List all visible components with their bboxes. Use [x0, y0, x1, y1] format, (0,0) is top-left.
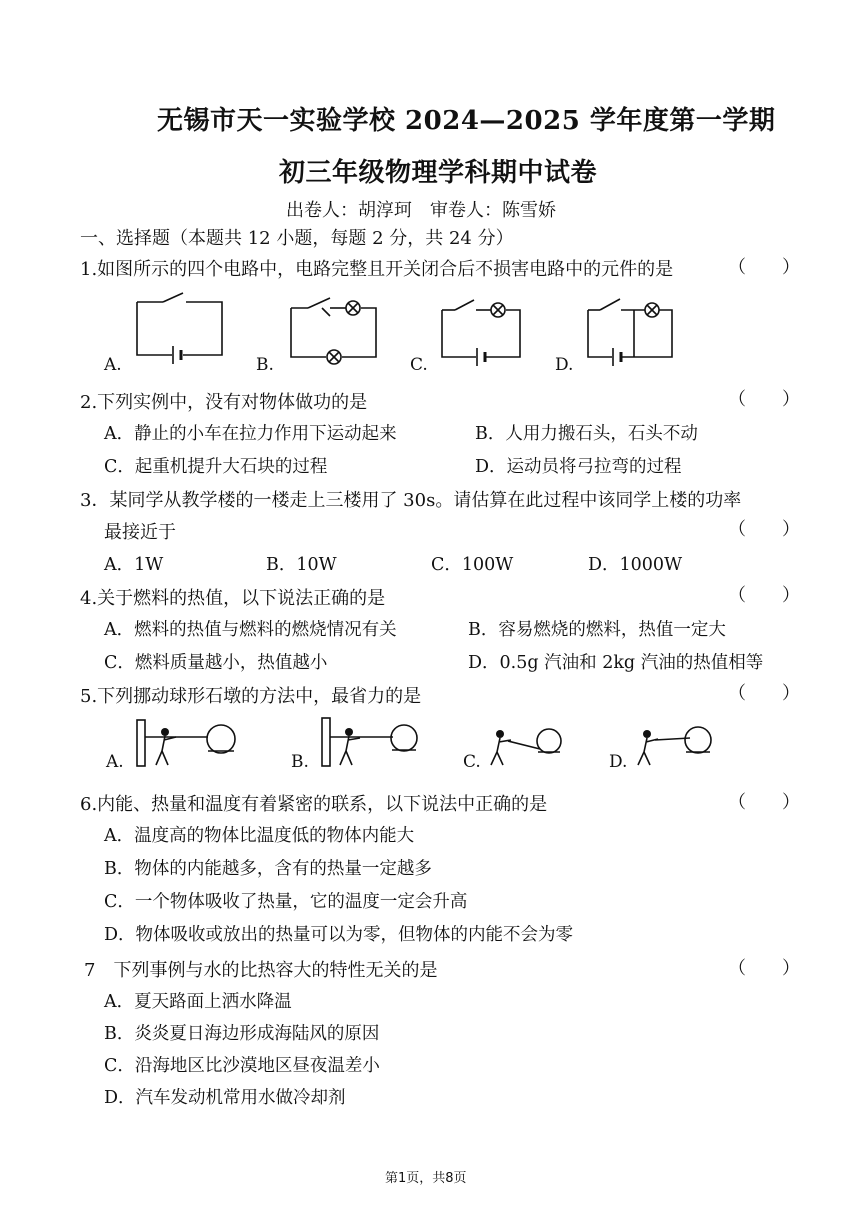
circuit-d	[555, 299, 672, 375]
answer-paren: （ ）	[728, 257, 800, 278]
post-icon	[322, 718, 330, 766]
method-c	[463, 729, 561, 772]
switch-icon	[455, 300, 474, 310]
lamp-icon	[491, 303, 505, 317]
person-icon	[491, 730, 511, 765]
option-c: C．起重机提升大石块的过程	[104, 457, 328, 477]
option-c: C．100W	[431, 555, 514, 575]
option-d: D．运动员将弓拉弯的过程	[475, 457, 682, 477]
method-a	[105, 720, 235, 772]
question-3-stem-cont: 最接近于	[104, 522, 176, 543]
answer-paren: （ ）	[728, 389, 800, 410]
switch-icon	[600, 299, 620, 310]
section-heading: 一、选择题（本题共 12 小题，每题 2 分，共 24 分）	[80, 228, 514, 249]
option-a: A．燃料的热值与燃料的燃烧情况有关	[104, 620, 397, 640]
method-b	[291, 718, 417, 772]
question-6-stem: 6.内能、热量和温度有着紧密的联系，以下说法中正确的是	[80, 794, 548, 815]
option-b: B．物体的内能越多，含有的热量一定越多	[104, 859, 432, 879]
lamp-icon	[346, 301, 360, 315]
option-b: B．10W	[266, 555, 337, 575]
answer-paren: （ ）	[728, 958, 800, 979]
answer-paren: （ ）	[728, 519, 800, 540]
option-label: A.	[106, 752, 124, 772]
stone-diagrams	[0, 715, 868, 777]
option-label: D.	[609, 752, 628, 772]
stone-icon	[685, 727, 711, 753]
battery-icon	[173, 346, 181, 364]
post-icon	[137, 720, 145, 766]
option-c: C．一个物体吸收了热量，它的温度一定会升高	[104, 892, 468, 912]
option-a: A．温度高的物体比温度低的物体内能大	[104, 826, 415, 846]
method-d	[609, 727, 711, 772]
option-c: C．沿海地区比沙漠地区昼夜温差小	[104, 1056, 380, 1076]
question-1-stem: 1.如图所示的四个电路中，电路完整且开关闭合后不损害电路中的元件的是	[80, 259, 674, 280]
option-b: B．容易燃烧的燃料，热值一定大	[468, 620, 726, 640]
option-label: A.	[104, 355, 122, 375]
option-label: B.	[291, 752, 309, 772]
stone-icon	[391, 725, 417, 751]
question-2-stem: 2.下列实例中，没有对物体做功的是	[80, 392, 368, 413]
switch-icon	[308, 298, 330, 316]
lamp-icon	[645, 303, 659, 317]
option-a: A．夏天路面上洒水降温	[104, 992, 292, 1012]
option-a: A．1W	[104, 555, 164, 575]
person-icon	[638, 730, 658, 765]
option-d: D．1000W	[588, 555, 683, 575]
stone-icon	[207, 725, 235, 753]
question-4-stem: 4.关于燃料的热值，以下说法正确的是	[80, 588, 386, 609]
question-3-stem: 3．某同学从教学楼的一楼走上三楼用了 30s。请估算在此过程中该同学上楼的功率	[80, 490, 742, 511]
circuit-b	[256, 298, 376, 375]
option-label: C.	[463, 752, 481, 772]
exam-subtitle: 初三年级物理学科期中试卷	[279, 158, 598, 188]
battery-icon	[477, 348, 485, 366]
answer-paren: （ ）	[728, 792, 800, 813]
option-d: D．物体吸收或放出的热量可以为零，但物体的内能不会为零	[104, 925, 574, 945]
lamp-icon	[327, 350, 341, 364]
circuit-c	[410, 300, 520, 375]
option-label: C.	[410, 355, 428, 375]
stone-icon	[537, 729, 561, 753]
question-5-stem: 5.下列挪动球形石墩的方法中，最省力的是	[80, 686, 422, 707]
question-7-stem: 7 下列事例与水的比热容大的特性无关的是	[84, 960, 438, 981]
option-b: B．人用力搬石头，石头不动	[475, 424, 698, 444]
option-b: B．炎炎夏日海边形成海陆风的原因	[104, 1024, 380, 1044]
page-number: 第1页，共8页	[385, 1171, 467, 1186]
exam-authors: 出卷人：胡淳珂 审卷人：陈雪娇	[286, 200, 556, 221]
answer-paren: （ ）	[728, 683, 800, 704]
option-d: D．汽车发动机常用水做冷却剂	[104, 1088, 346, 1108]
answer-paren: （ ）	[728, 585, 800, 606]
option-label: B.	[256, 355, 274, 375]
switch-icon	[163, 293, 183, 302]
option-d: D．0.5g 汽油和 2kg 汽油的热值相等	[468, 653, 764, 673]
circuit-diagrams	[0, 290, 868, 380]
option-a: A．静止的小车在拉力作用下运动起来	[104, 424, 397, 444]
battery-icon	[613, 348, 621, 366]
option-c: C．燃料质量越小，热值越小	[104, 653, 328, 673]
person-icon	[156, 728, 176, 765]
circuit-a	[103, 293, 222, 375]
option-label: D.	[555, 355, 574, 375]
exam-title: 无锡市天一实验学校 2024—2025 学年度第一学期	[157, 106, 776, 136]
person-icon	[340, 728, 360, 765]
